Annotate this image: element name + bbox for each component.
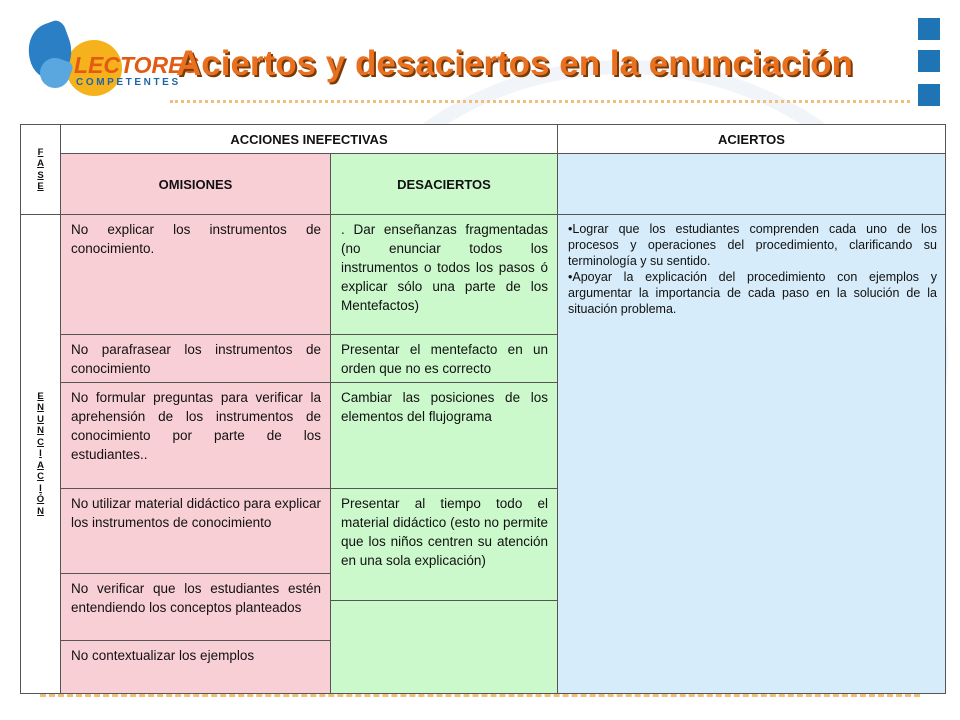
- acciones-header: ACCIONES INEFECTIVAS: [61, 125, 558, 154]
- desacierto-empty-cell: [331, 601, 558, 694]
- logo-subtitle: COMPETENTES: [76, 77, 181, 88]
- decor-square-icon: [918, 84, 940, 106]
- omision-cell: No formular preguntas para verificar la aprehensión de los instrumentos de conocimiento por parte de los estudiantes..: [61, 383, 331, 489]
- acierto-item: • Lograr que los estudiantes comprenden cada uno de los procesos y operaciones del procedimiento, clarificando su terminología y su sentido.: [568, 221, 937, 269]
- omision-cell: No verificar que los estudiantes estén entendiendo los conceptos planteados: [61, 574, 331, 641]
- omision-cell: No explicar los instrumentos de conocimiento.: [61, 215, 331, 335]
- logo: [14, 14, 199, 96]
- desacierto-cell: Presentar al tiempo todo el material didáctico (esto no permite que los niños centren su atención en una sola explicación): [331, 489, 558, 601]
- aciertos-list: [558, 215, 945, 317]
- fase-enunciacion: E N U N C I A C I Ó N: [21, 215, 61, 694]
- logo-brand: LECTORES: [74, 52, 199, 78]
- desaciertos-header: DESACIERTOS: [331, 154, 558, 215]
- omision-cell: No parafrasear los instrumentos de conocimiento: [61, 335, 331, 383]
- title-divider: [170, 100, 910, 103]
- aciertos-subheader: [558, 154, 946, 215]
- slide-title: Aciertos y desaciertos en la enunciación: [176, 44, 853, 83]
- content-table: [20, 124, 946, 694]
- decor-square-icon: [918, 50, 940, 72]
- desacierto-cell: . Dar enseñanzas fragmentadas (no enunciar todos los instrumentos o todos los pasos ó explicar sólo una parte de los Mentefactos): [331, 215, 558, 335]
- fase-header: F A S E: [21, 125, 61, 215]
- omision-cell: No contextualizar los ejemplos: [61, 641, 331, 694]
- decor-square-icon: [918, 18, 940, 40]
- omisiones-header: OMISIONES: [61, 154, 331, 215]
- aciertos-cell: [558, 215, 946, 694]
- desacierto-cell: Presentar el mentefacto en un orden que no es correcto: [331, 335, 558, 383]
- desacierto-cell: Cambiar las posiciones de los elementos del flujograma: [331, 383, 558, 489]
- aciertos-header: ACIERTOS: [558, 125, 946, 154]
- acierto-item: • Apoyar la explicación del procedimiento con ejemplos y argumentar la importancia de cada paso en la solución de la situación problema.: [568, 269, 937, 317]
- footer-divider: [40, 694, 920, 697]
- omision-cell: No utilizar material didáctico para explicar los instrumentos de conocimiento: [61, 489, 331, 574]
